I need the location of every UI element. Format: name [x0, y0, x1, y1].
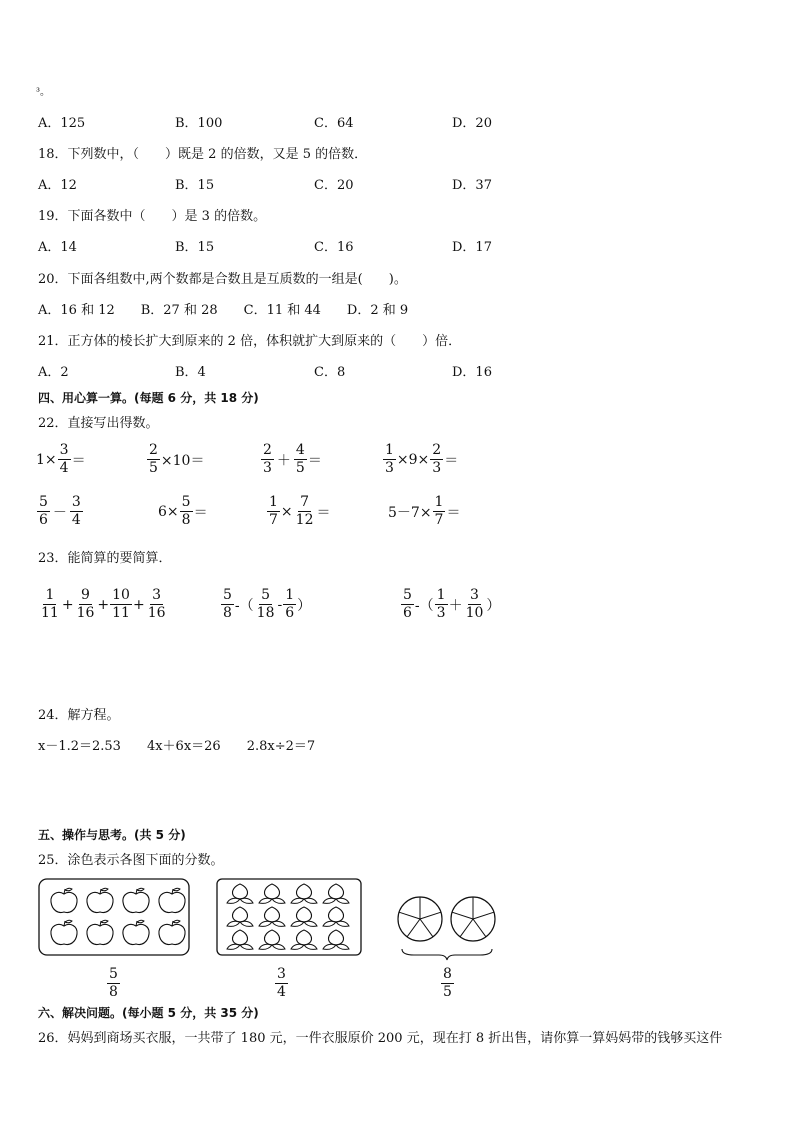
- q22-expr-3: [260, 442, 322, 477]
- denominator: 6: [285, 605, 295, 621]
- peach-body: [329, 907, 344, 922]
- peach-icon: [259, 907, 285, 926]
- peach-body: [233, 884, 248, 899]
- q20-options: A．16 和 12 B．27 和 28 C．11 和 44 D．2 和 9: [38, 303, 409, 318]
- q22-expr-8: [388, 494, 460, 529]
- section-6-heading: 六、解决问题。(每小题 5 分，共 35 分): [38, 1006, 259, 1020]
- apple-box-border: [39, 879, 189, 955]
- peach-body: [265, 884, 280, 899]
- q25-fraction-3: [440, 966, 455, 1001]
- peach-leaves: [227, 898, 253, 903]
- numerator: 2: [432, 442, 442, 458]
- peach-leaves: [259, 921, 285, 926]
- q19-option-d: D．17: [452, 240, 492, 255]
- denominator: 3: [436, 605, 446, 621]
- peach-leaves: [227, 921, 253, 926]
- denominator: 3: [385, 460, 394, 476]
- numerator: 4: [295, 442, 305, 458]
- fraction: [294, 442, 307, 477]
- numerator: 5: [181, 494, 191, 510]
- q22-expr-1: [36, 442, 86, 477]
- peach-body: [233, 907, 248, 922]
- expr-text: ＝: [193, 504, 208, 521]
- q21-option-c: C．8: [314, 365, 346, 380]
- apple-icon: [51, 920, 77, 944]
- fraction: [146, 587, 168, 622]
- fraction: [180, 494, 193, 529]
- peach-leaves: [259, 944, 285, 949]
- q21-option-a: A．2: [38, 365, 69, 380]
- operator: ×: [280, 503, 293, 520]
- peach-body: [233, 930, 248, 945]
- numerator: 1: [436, 587, 446, 603]
- denominator: 8: [109, 984, 118, 1000]
- q23-expr-3: [400, 587, 500, 622]
- q25-stem: 25．涂色表示各图下面的分数。: [38, 853, 224, 868]
- q25-fraction-2: [274, 966, 289, 1001]
- peach-icon: [291, 930, 317, 949]
- q22-expr-6: [158, 494, 208, 529]
- circle-divider: [460, 919, 473, 937]
- denominator: 11: [112, 605, 130, 621]
- peach-leaves: [323, 944, 349, 949]
- operator: -: [277, 596, 283, 613]
- numerator: 9: [81, 587, 90, 603]
- expr-text: ＝: [446, 504, 461, 521]
- fraction: [107, 966, 120, 1001]
- denominator: 11: [41, 605, 59, 621]
- fraction: [37, 494, 50, 529]
- q22-expr-4: [382, 442, 458, 477]
- denominator: 10: [465, 605, 484, 621]
- operator: +: [132, 596, 145, 613]
- fraction: [464, 587, 486, 622]
- circle-divider: [473, 919, 486, 937]
- peach-body: [329, 930, 344, 945]
- apple-icon: [51, 888, 77, 912]
- expr-text: ＝: [307, 452, 322, 469]
- apple-body: [123, 892, 149, 912]
- numerator: 10: [112, 587, 130, 603]
- apple-body: [51, 892, 77, 912]
- expr-text: ＝: [316, 504, 331, 521]
- q23-stem: 23．能简算的要简算．: [38, 551, 172, 566]
- q18-option-d: D．37: [452, 178, 492, 193]
- numerator: 5: [109, 966, 118, 982]
- numerator: 3: [470, 587, 479, 603]
- peach-leaves: [291, 944, 317, 949]
- numerator: 1: [434, 494, 444, 510]
- apple-body: [123, 924, 149, 944]
- peach-icon: [227, 907, 253, 926]
- circle-divided-icon: [451, 897, 495, 941]
- apple-body: [87, 892, 113, 912]
- apple-icon: [87, 888, 113, 912]
- numerator: 5: [39, 494, 48, 510]
- fraction: [261, 442, 274, 477]
- fraction: [221, 587, 234, 622]
- fraction: [275, 966, 288, 1001]
- q17-option-c: C．64: [314, 116, 354, 131]
- peach-leaves: [323, 921, 349, 926]
- q22-stem: 22．直接写出得数。: [38, 416, 159, 431]
- fraction: [255, 587, 277, 622]
- fraction: [70, 494, 83, 529]
- expr-text: 6×: [158, 503, 179, 520]
- peach-icon: [323, 884, 349, 903]
- numerator: 7: [300, 494, 310, 510]
- apple-body: [51, 924, 77, 944]
- q17-option-d: D．20: [452, 116, 492, 131]
- denominator: 6: [39, 512, 48, 528]
- q18-option-a: A．12: [38, 178, 77, 193]
- fraction: [267, 494, 280, 529]
- apple-icon: [159, 920, 185, 944]
- numerator: 5: [261, 587, 271, 603]
- numerator: 3: [277, 966, 286, 982]
- denominator: 16: [147, 605, 166, 621]
- expr-text: ×10＝: [160, 452, 205, 469]
- brace: [402, 949, 492, 960]
- peach-leaves: [259, 898, 285, 903]
- fraction: [383, 442, 396, 477]
- q17-option-b: B．100: [175, 116, 223, 131]
- apple-body: [159, 892, 185, 912]
- expr-text: ＝: [444, 452, 459, 469]
- circle-divider: [420, 912, 441, 919]
- peach-box-border: [217, 879, 361, 955]
- apple-icon: [87, 920, 113, 944]
- operator: ＋: [448, 597, 463, 614]
- fraction: [441, 966, 454, 1001]
- expr-text: 5－7×: [388, 504, 432, 521]
- q18-option-b: B．15: [175, 178, 215, 193]
- operator: ×9×: [396, 451, 430, 468]
- peach-body: [297, 930, 312, 945]
- denominator: 3: [263, 460, 272, 476]
- operator: －: [52, 504, 67, 521]
- q25-fraction-1: [106, 966, 121, 1001]
- section-5-heading: 五、操作与思考。(共 5 分): [38, 828, 186, 842]
- denominator: 5: [295, 460, 305, 476]
- peach-body: [265, 930, 280, 945]
- q20-stem: 20．下面各组数中,两个数都是合数且是互质数的一组是( )。: [38, 272, 407, 287]
- previous-question-fragment: ³。: [36, 87, 51, 98]
- peach-icon: [227, 884, 253, 903]
- circle-divided-icon: [398, 897, 442, 941]
- denominator: 4: [277, 984, 286, 1000]
- fraction: [294, 494, 316, 529]
- section-4-heading: 四、用心算一算。(每题 6 分，共 18 分): [38, 391, 259, 405]
- circle-divider: [399, 912, 420, 919]
- fraction: [75, 587, 97, 622]
- peach-icon: [291, 907, 317, 926]
- operator: +: [97, 596, 110, 613]
- numerator: 5: [403, 587, 412, 603]
- peach-body: [265, 907, 280, 922]
- numerator: 8: [443, 966, 452, 982]
- numerator: 1: [385, 442, 394, 458]
- denominator: 6: [403, 605, 412, 621]
- circle-divider: [407, 919, 420, 937]
- apple-body: [159, 924, 185, 944]
- numerator: 1: [269, 494, 278, 510]
- peach-body: [329, 884, 344, 899]
- numerator: 3: [71, 494, 81, 510]
- denominator: 8: [223, 605, 232, 621]
- peach-icon: [227, 930, 253, 949]
- operator: -（: [234, 597, 254, 614]
- denominator: 16: [76, 605, 95, 621]
- numerator: 3: [152, 587, 162, 603]
- numerator: 3: [59, 442, 69, 458]
- fraction: [430, 442, 443, 477]
- q18-option-c: C．20: [314, 178, 354, 193]
- operator: ＋: [276, 452, 291, 469]
- apple-icon: [123, 888, 149, 912]
- q18-stem: 18．下列数中，（ ）既是 2 的倍数，又是 5 的倍数．: [38, 147, 368, 162]
- fraction: [110, 587, 132, 622]
- fraction: [39, 587, 61, 622]
- numerator: 2: [263, 442, 272, 458]
- fraction: [147, 442, 160, 477]
- q24-equations: x－1.2＝2.53 4x＋6x＝26 2.8x÷2＝7: [38, 739, 316, 754]
- q21-stem: 21．正方体的棱长扩大到原来的 2 倍，体积就扩大到原来的（ ）倍．: [38, 334, 462, 349]
- q26-stem: 26．妈妈到商场买衣服，一共带了 180 元，一件衣服原价 200 元，现在打 8 折出售，请你算一算妈妈带的钱够买这件: [38, 1031, 723, 1046]
- q24-stem: 24．解方程。: [38, 708, 120, 723]
- numerator: 1: [285, 587, 295, 603]
- denominator: 7: [269, 512, 278, 528]
- circle-divider: [473, 912, 494, 919]
- peach-group: [227, 884, 349, 949]
- operator: ）: [486, 597, 501, 614]
- fraction: [283, 587, 296, 622]
- q19-option-c: C．16: [314, 240, 354, 255]
- peach-icon: [291, 884, 317, 903]
- circle-figure: [394, 893, 500, 961]
- denominator: 3: [432, 460, 442, 476]
- q22-expr-7: [266, 494, 330, 529]
- peach-body: [297, 884, 312, 899]
- q19-option-b: B．15: [175, 240, 215, 255]
- denominator: 18: [256, 605, 275, 621]
- numerator: 1: [45, 587, 55, 603]
- fraction: [58, 442, 71, 477]
- operator: +: [61, 596, 74, 613]
- denominator: 12: [295, 512, 314, 528]
- denominator: 7: [434, 512, 444, 528]
- apple-box-figure: [38, 878, 190, 956]
- circle-divider: [420, 919, 433, 937]
- numerator: 5: [223, 587, 232, 603]
- operator: -（: [414, 597, 434, 614]
- denominator: 5: [443, 984, 452, 1000]
- fraction: [435, 587, 448, 622]
- q19-option-a: A．14: [38, 240, 77, 255]
- circle-divider: [452, 912, 473, 919]
- expr-text: ＝: [71, 452, 86, 469]
- expr-text: 1×: [36, 451, 57, 468]
- q21-option-b: B．4: [175, 365, 206, 380]
- denominator: 5: [149, 460, 158, 476]
- apple-group: [51, 888, 185, 944]
- peach-icon: [323, 907, 349, 926]
- peach-icon: [259, 930, 285, 949]
- denominator: 4: [59, 460, 69, 476]
- q21-option-d: D．16: [452, 365, 492, 380]
- q17-option-a: A．125: [38, 116, 86, 131]
- fraction: [433, 494, 446, 529]
- fraction: [401, 587, 414, 622]
- q22-expr-2: [146, 442, 204, 477]
- q23-expr-1: [38, 587, 169, 622]
- apple-body: [87, 924, 113, 944]
- peach-leaves: [323, 898, 349, 903]
- numerator: 2: [149, 442, 158, 458]
- apple-icon: [123, 920, 149, 944]
- denominator: 4: [71, 512, 81, 528]
- peach-body: [297, 907, 312, 922]
- peach-leaves: [227, 944, 253, 949]
- q23-expr-2: [220, 587, 311, 622]
- peach-leaves: [291, 898, 317, 903]
- q22-expr-5: [36, 494, 84, 529]
- operator: ）: [297, 597, 312, 614]
- peach-icon: [259, 884, 285, 903]
- q19-stem: 19．下面各数中（ ）是 3 的倍数。: [38, 209, 267, 224]
- peach-leaves: [291, 921, 317, 926]
- peach-box-figure: [216, 878, 362, 956]
- peach-icon: [323, 930, 349, 949]
- apple-icon: [159, 888, 185, 912]
- denominator: 8: [181, 512, 191, 528]
